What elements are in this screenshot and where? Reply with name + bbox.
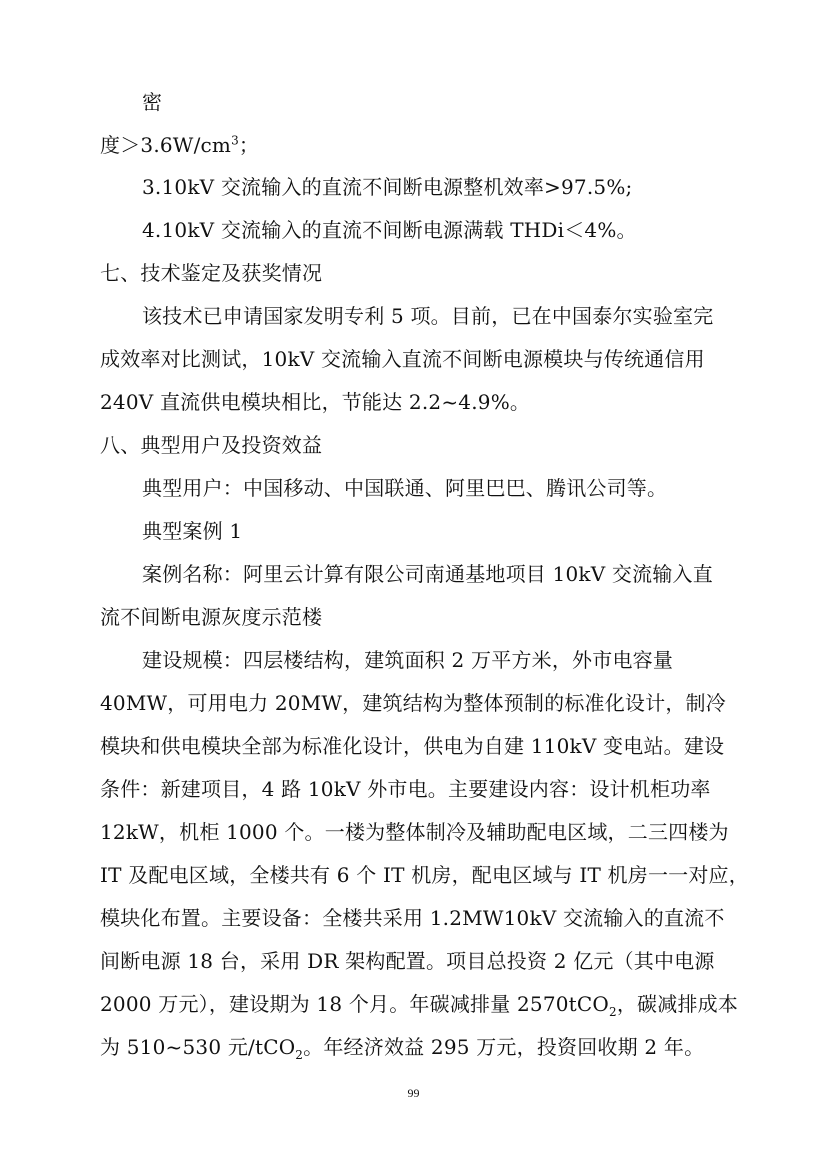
text-line: 条件：新建项目，4 路 10kV 外市电。主要建设内容：设计机柜功率 xyxy=(100,777,711,801)
text-span: 度＞3.6W/cm xyxy=(100,133,232,157)
text-line: 40MW，可用电力 20MW，建筑结构为整体预制的标准化设计，制冷 xyxy=(100,691,726,715)
text-line: 间断电源 18 台，采用 DR 架构配置。项目总投资 2 亿元（其中电源 xyxy=(100,949,715,973)
text-line: 3.10kV 交流输入的直流不间断电源整机效率>97.5%; xyxy=(142,175,633,199)
section-heading: 八、典型用户及投资效益 xyxy=(100,433,323,457)
text-line: 案例名称：阿里云计算有限公司南通基地项目 10kV 交流输入直 xyxy=(142,562,713,586)
page-number: 99 xyxy=(407,1086,420,1100)
text-line: 12kW，机柜 1000 个。一楼为整体制冷及辅助配电区域，二三四楼为 xyxy=(100,820,729,844)
text-line: IT 及配电区域，全楼共有 6 个 IT 机房，配电区域与 IT 机房一一对应， xyxy=(100,863,749,887)
text-line xyxy=(100,990,740,1018)
text-line: 典型案例 1 xyxy=(142,519,243,543)
text-line: 建设规模：四层楼结构，建筑面积 2 万平方米，外市电容量 xyxy=(142,648,674,672)
subscript: 2 xyxy=(609,1005,617,1019)
text-line xyxy=(100,131,740,159)
text-span: 2000 万元），建设期为 18 个月。年碳减排量 2570tCO xyxy=(100,992,610,1016)
subscript: 2 xyxy=(295,1048,304,1062)
text-line: 4.10kV 交流输入的直流不间断电源满载 THDi＜4%。 xyxy=(142,218,637,242)
text-line xyxy=(100,1033,740,1061)
text-line: 流不间断电源灰度示范楼 xyxy=(100,605,323,629)
text-line: 240V 直流供电模块相比，节能达 2.2~4.9%。 xyxy=(100,390,531,414)
text-line: 密 xyxy=(142,90,163,114)
text-line: 典型用户：中国移动、中国联通、阿里巴巴、腾讯公司等。 xyxy=(142,476,668,500)
text-line: 模块化布置。主要设备：全楼共采用 1.2MW10kV 交流输入的直流不 xyxy=(100,906,725,930)
text-line: 该技术已申请国家发明专利 5 项。目前，已在中国泰尔实验室完 xyxy=(142,304,714,328)
text-span: 为 510~530 元/tCO xyxy=(100,1035,296,1059)
text-span: ，碳减排成本 xyxy=(616,992,739,1016)
text-line: 成效率对比测试，10kV 交流输入直流不间断电源模块与传统通信用 xyxy=(100,347,705,371)
text-line: 模块和供电模块全部为标准化设计，供电为自建 110kV 变电站。建设 xyxy=(100,734,725,758)
text-span: 。年经济效益 295 万元，投资回收期 2 年。 xyxy=(303,1035,705,1059)
text-span: ； xyxy=(238,133,260,157)
section-heading: 七、技术鉴定及获奖情况 xyxy=(100,261,323,285)
superscript: 3 xyxy=(231,133,239,148)
